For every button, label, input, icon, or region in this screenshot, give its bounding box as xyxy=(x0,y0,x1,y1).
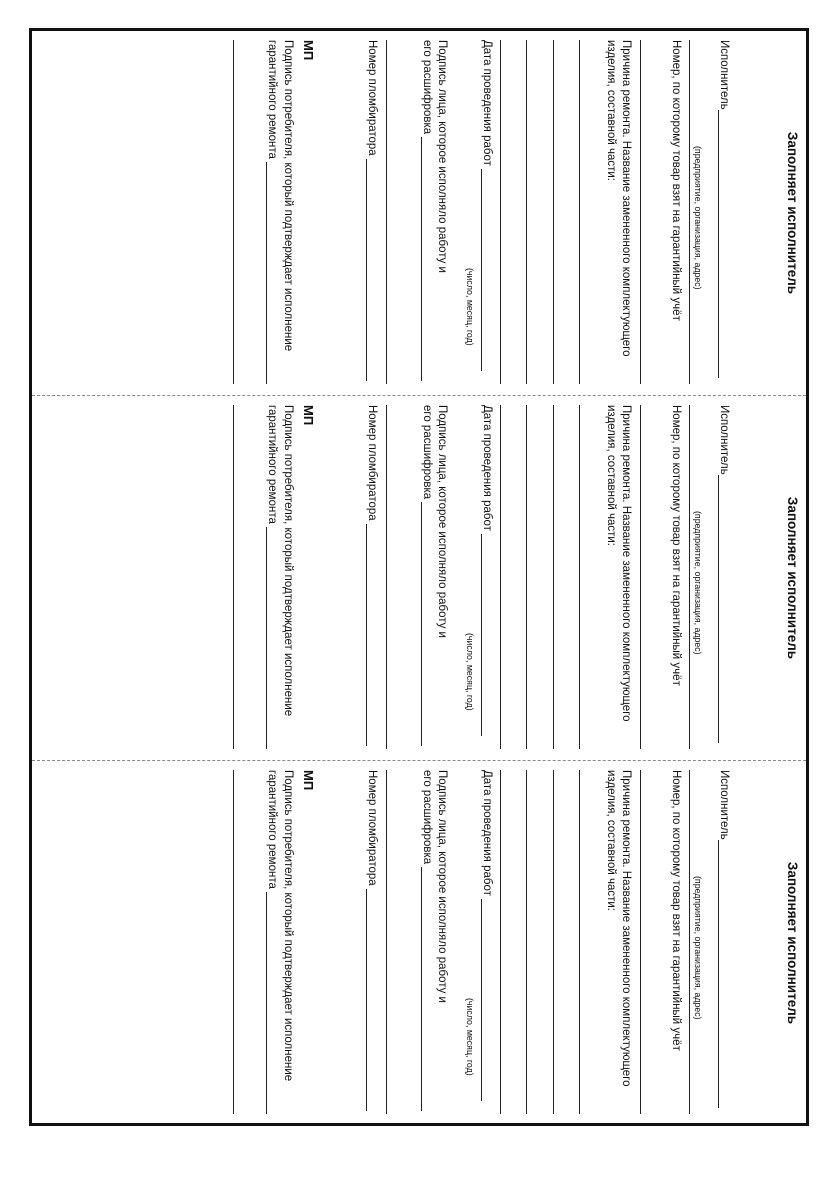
sealer-number-row xyxy=(366,770,378,1114)
repair-reason-field[interactable] xyxy=(553,405,554,749)
warranty-number-label: Номер, по которому товар взят на гарантийный учёт xyxy=(670,770,682,1051)
executor-hint: (предприятие, организация, адрес) xyxy=(693,876,703,1020)
cut-line xyxy=(32,395,806,396)
consumer-signature-extra-line[interactable] xyxy=(233,770,234,1114)
repair-reason-field[interactable] xyxy=(500,40,501,384)
repair-reason-field[interactable] xyxy=(579,770,580,1114)
warranty-coupon-1 xyxy=(36,34,806,392)
warranty-number-field[interactable] xyxy=(640,40,641,384)
executor-field-line[interactable] xyxy=(689,40,690,384)
executor-label: Исполнитель xyxy=(718,770,730,840)
stamp-label: МП xyxy=(301,405,316,426)
warranty-number-field[interactable] xyxy=(640,770,641,1114)
consumer-signature-row xyxy=(266,40,278,384)
sealer-number-row xyxy=(366,40,378,384)
performer-signature-line2: его расшифровка xyxy=(421,40,433,135)
consumer-signature-line2: гарантийного ремонта xyxy=(266,40,278,159)
work-date-label: Дата проведения работ xyxy=(481,770,493,896)
sealer-number-label: Номер пломбиратора xyxy=(366,770,378,886)
executor-field-line[interactable] xyxy=(689,405,690,749)
performer-signature-row xyxy=(421,40,433,384)
consumer-signature-extra-line[interactable] xyxy=(233,40,234,384)
work-date-label: Дата проведения работ xyxy=(481,405,493,531)
cut-line xyxy=(32,760,806,761)
sealer-number-label: Номер пломбиратора xyxy=(366,405,378,521)
sealer-number-field[interactable] xyxy=(366,524,367,746)
executor-row xyxy=(718,405,730,749)
sealer-number-field[interactable] xyxy=(366,889,367,1111)
warranty-number-label: Номер, по которому товар взят на гарантийный учёт xyxy=(670,405,682,686)
performer-signature-field[interactable] xyxy=(421,137,422,381)
executor-field[interactable] xyxy=(718,840,719,1108)
repair-reason-field[interactable] xyxy=(526,405,527,749)
consumer-signature-line1: Подпись потребителя, который подтверждает исполнение xyxy=(282,770,294,1082)
performer-signature-row xyxy=(421,405,433,749)
warranty-number-field[interactable] xyxy=(640,405,641,749)
stamp-label: МП xyxy=(301,770,316,791)
repair-reason-line1: Причина ремонта. Название замененного комплектующего xyxy=(620,40,632,357)
repair-reason-line2: изделия, составной части: xyxy=(605,40,617,181)
repair-reason-line1: Причина ремонта. Название замененного комплектующего xyxy=(620,405,632,722)
performer-signature-line2: его расшифровка xyxy=(421,405,433,500)
repair-reason-field[interactable] xyxy=(526,770,527,1114)
work-date-hint: (число, месяц, год) xyxy=(465,998,475,1076)
work-date-label: Дата проведения работ xyxy=(481,40,493,166)
executor-row xyxy=(718,40,730,384)
repair-reason-line2: изделия, составной части: xyxy=(605,405,617,546)
repair-reason-line1: Причина ремонта. Название замененного комплектующего xyxy=(620,770,632,1087)
repair-reason-field[interactable] xyxy=(553,770,554,1114)
repair-reason-field[interactable] xyxy=(500,770,501,1114)
work-date-row xyxy=(481,405,493,749)
stamp-label: МП xyxy=(301,40,316,61)
coupon-title: Заполняет исполнитель xyxy=(785,861,800,1025)
sealer-number-label: Номер пломбиратора xyxy=(366,40,378,156)
consumer-signature-row xyxy=(266,405,278,749)
consumer-signature-row xyxy=(266,770,278,1114)
performer-signature-extra-line[interactable] xyxy=(386,405,387,749)
repair-reason-field[interactable] xyxy=(579,405,580,749)
work-date-hint: (число, месяц, год) xyxy=(465,268,475,346)
performer-signature-row xyxy=(421,770,433,1114)
work-date-field[interactable] xyxy=(481,169,482,371)
performer-signature-line1: Подпись лица, которое исполняло работу и xyxy=(436,40,448,273)
work-date-field[interactable] xyxy=(481,899,482,1101)
performer-signature-field[interactable] xyxy=(421,867,422,1111)
executor-field[interactable] xyxy=(718,110,719,378)
executor-hint: (предприятие, организация, адрес) xyxy=(693,146,703,290)
consumer-signature-field[interactable] xyxy=(266,527,267,749)
consumer-signature-line1: Подпись потребителя, который подтверждает исполнение xyxy=(282,40,294,352)
executor-field-line[interactable] xyxy=(689,770,690,1114)
warranty-coupon-3 xyxy=(36,764,806,1122)
executor-hint: (предприятие, организация, адрес) xyxy=(693,511,703,655)
repair-reason-field[interactable] xyxy=(553,40,554,384)
repair-reason-field[interactable] xyxy=(500,405,501,749)
consumer-signature-field[interactable] xyxy=(266,892,267,1114)
performer-signature-extra-line[interactable] xyxy=(386,770,387,1114)
performer-signature-line2: его расшифровка xyxy=(421,770,433,865)
consumer-signature-line1: Подпись потребителя, который подтверждает исполнение xyxy=(282,405,294,717)
performer-signature-line1: Подпись лица, которое исполняло работу и xyxy=(436,770,448,1003)
consumer-signature-line2: гарантийного ремонта xyxy=(266,770,278,889)
sealer-number-field[interactable] xyxy=(366,159,367,381)
coupon-title: Заполняет исполнитель xyxy=(785,496,800,660)
repair-reason-field[interactable] xyxy=(579,40,580,384)
executor-row xyxy=(718,770,730,1114)
performer-signature-extra-line[interactable] xyxy=(386,40,387,384)
performer-signature-field[interactable] xyxy=(421,502,422,746)
warranty-number-label: Номер, по которому товар взят на гарантийный учёт xyxy=(670,40,682,321)
consumer-signature-line2: гарантийного ремонта xyxy=(266,405,278,524)
work-date-row xyxy=(481,40,493,384)
repair-reason-field[interactable] xyxy=(526,40,527,384)
executor-field[interactable] xyxy=(718,475,719,743)
warranty-coupon-2 xyxy=(36,399,806,757)
consumer-signature-field[interactable] xyxy=(266,162,267,384)
work-date-field[interactable] xyxy=(481,534,482,736)
performer-signature-line1: Подпись лица, которое исполняло работу и xyxy=(436,405,448,638)
repair-reason-line2: изделия, составной части: xyxy=(605,770,617,911)
consumer-signature-extra-line[interactable] xyxy=(233,405,234,749)
work-date-row xyxy=(481,770,493,1114)
executor-label: Исполнитель xyxy=(718,405,730,475)
work-date-hint: (число, месяц, год) xyxy=(465,633,475,711)
coupon-title: Заполняет исполнитель xyxy=(785,131,800,295)
executor-label: Исполнитель xyxy=(718,40,730,110)
sealer-number-row xyxy=(366,405,378,749)
